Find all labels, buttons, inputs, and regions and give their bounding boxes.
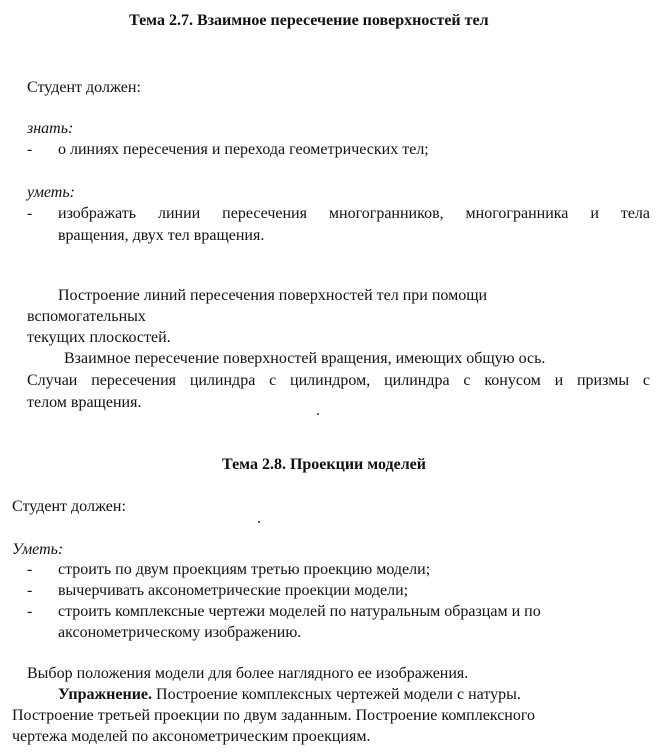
s1-body-p3-line1: Случаи пересечения цилиндра с цилиндром, цилиндра с конусом и призмы с [27, 372, 650, 389]
bullet-dash: - [27, 582, 33, 599]
know-item-1: о линиях пересечения и перехода геометрических тел; [58, 141, 429, 158]
bullet-dash: - [27, 603, 33, 620]
s1-body-p2-line1: Взаимное пересечение поверхностей вращения, имеющих общую ось. [64, 350, 546, 367]
section-2-8-title: Тема 2.8. Проекции моделей [222, 456, 426, 473]
s1-body-p1-line1: Построение линий пересечения поверхностей тел при помощи [58, 287, 488, 304]
section-2-7-able-label: уметь: [27, 184, 75, 201]
s1-body-p1-line2: вспомогательных [27, 308, 146, 325]
bullet-dash: - [27, 205, 33, 222]
s2-able-item-3-line2: аксонометрическому изображению. [58, 624, 302, 641]
able-item-1-line1: изображать линии пересечения многогранников, многогранника и тела [58, 205, 650, 222]
s2-exercise-line [58, 685, 521, 705]
section-2-8-able-label: Уметь: [12, 541, 64, 558]
section-2-7-title: Тема 2.7. Взаимное пересечение поверхностей тел [129, 12, 489, 29]
exercise-label: Упражнение. [58, 686, 153, 703]
scan-speck [317, 413, 319, 415]
bullet-dash: - [27, 141, 33, 158]
exercise-text: Построение комплексных чертежей модели с натуры. [152, 686, 521, 703]
section-2-7-student-must: Студент должен: [27, 79, 141, 96]
s2-able-item-2: вычерчивать аксонометрические проекции модели; [58, 582, 409, 599]
s1-body-p1-line3: текущих плоскостей. [27, 329, 171, 346]
s2-body-p3-line1: Построение третьей проекции по двум заданным. Построение комплексного [12, 707, 536, 724]
s1-body-p3-line2: телом вращения. [27, 394, 142, 411]
section-2-8-student-must: Студент должен: [12, 498, 126, 515]
able-item-1-line2: вращения, двух тел вращения. [58, 227, 265, 244]
section-2-7-know-label: знать: [27, 120, 74, 137]
s2-body-p1-line1: Выбор положения модели для более наглядного ее изображения. [27, 665, 469, 682]
bullet-dash: - [27, 561, 33, 578]
s2-able-item-1: строить по двум проекциям третью проекцию модели; [58, 561, 431, 578]
s2-body-p3-line2: чертежа моделей по аксонометрическим проекциям. [12, 728, 371, 745]
s2-able-item-3-line1: строить комплексные чертежи моделей по натуральным образцам и по [58, 603, 541, 620]
scan-speck [258, 521, 260, 523]
